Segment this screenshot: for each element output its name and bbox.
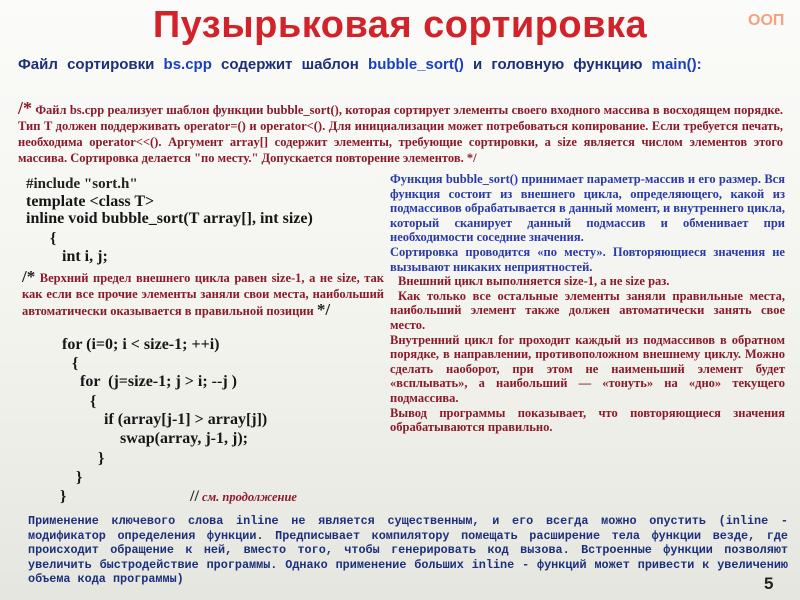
code-signature-line: inline void bubble_sort(T array[], int size) [26, 210, 313, 227]
intro-file: bs.cpp [163, 56, 212, 73]
comment-open: /* [18, 98, 33, 118]
page-number: 5 [764, 574, 774, 593]
inline-note: Применение ключевого слова inline не является существенным, и его всегда можно опустить (inline - модификатор определения функции. Предписывает компилятору помещать расширение тела функции везде, где происходит обращение к ней, вместо того, чтобы генерировать код вызова. Встроенные функции позволяют увеличить быстродействие программы. Однако применение больших inline - функций может привести к увеличению объема кода программы) [28, 514, 788, 586]
intro-text-1: Файл сортировки [18, 56, 164, 73]
code-inner-for: for (j=size-1; j > i; --j ) [80, 373, 237, 390]
intro-paragraph [18, 54, 778, 75]
intro-text-3: и головную функцию [463, 56, 652, 73]
explanation-p5: Внутренний цикл for проходит каждый из подмассивов в обратном порядке, в направлении, противоположном внешнему циклу. Можно сделать наоборот, при этом не наименьший элемент будет «всплывать», а наибольший — «тонуть» на «дно» текущего подмассива. [390, 332, 785, 405]
loop-comment [22, 269, 384, 319]
comment-text: Файл bs.cpp реализует шаблон функции bubble_sort(), которая сортирует элементы своего входного массива в восходящем порядке. Тип T должен поддерживать operator=() и operator<(). Для инициализации может потребоваться копирование. Если требуется печать, необходима operator<<(). Аргумент array[] содержит элементы, требующие сортировки, а size является числом элементов этого массива. Сортировка делается "по месту." Допускается повторение элементов. */ [18, 103, 783, 165]
explanation-p6: Вывод программы показывает, что повторяющиеся значения обрабатываются правильно. [390, 405, 785, 435]
explanation-p3: Внешний цикл выполняется size-1, а не size раз. [398, 274, 670, 289]
code-open-brace-2: { [72, 355, 79, 372]
loop-comment-open: /* [22, 267, 36, 286]
continue-slashes: // [190, 488, 199, 505]
code-close-brace-3: } [98, 450, 105, 467]
loop-comment-close: */ [316, 300, 331, 319]
file-comment [18, 100, 783, 166]
explanation-p2: Сортировка проводится «по месту». Повторяющиеся значения не вызывают никаких неприятностей. [390, 244, 785, 274]
loop-comment-text: Верхний предел внешнего цикла равен size-1, а не size, так как если все прочие элементы заняли свои места, наибольший автоматически оказывается в правильной позиции [22, 271, 384, 318]
explanation-p4: Как только все остальные элементы заняли правильные места, наибольший элемент также должен автоматически занять свое место. [390, 288, 785, 332]
code-open-brace: { [50, 230, 57, 247]
intro-text-2: содержит шаблон [211, 56, 369, 73]
code-close-brace-1: } [60, 488, 67, 505]
code-template-line: template <class T> [26, 193, 155, 210]
intro-main: main(): [651, 56, 702, 73]
code-outer-for: for (i=0; i < size-1; ++i) [62, 336, 220, 353]
slide-title: Пузырьковая сортировка [152, 4, 648, 46]
code-decl-line: int i, j; [62, 248, 108, 265]
code-if-line: if (array[j-1] > array[j]) [104, 411, 268, 428]
oop-badge: ООП [748, 12, 785, 29]
code-open-brace-3: { [90, 393, 97, 410]
code-swap-line: swap(array, j-1, j); [120, 430, 248, 447]
explanation-p1: Функция bubble_sort() принимает параметр-массив и его размер. Вся функция состоит из внешнего цикла, определяющего, какой из подмассивов обрабатывается в данный момент, и внутреннего цикла, который сканирует данный подмассив и обменивает при необходимости соседние значения. [390, 172, 785, 245]
code-include-line: #include "sort.h" [26, 176, 138, 192]
code-close-brace-2: } [76, 469, 83, 486]
explanation-panel [390, 172, 785, 435]
continue-text: см. продолжение [198, 490, 297, 504]
intro-func: bubble_sort() [368, 56, 464, 73]
continue-note [190, 488, 297, 506]
